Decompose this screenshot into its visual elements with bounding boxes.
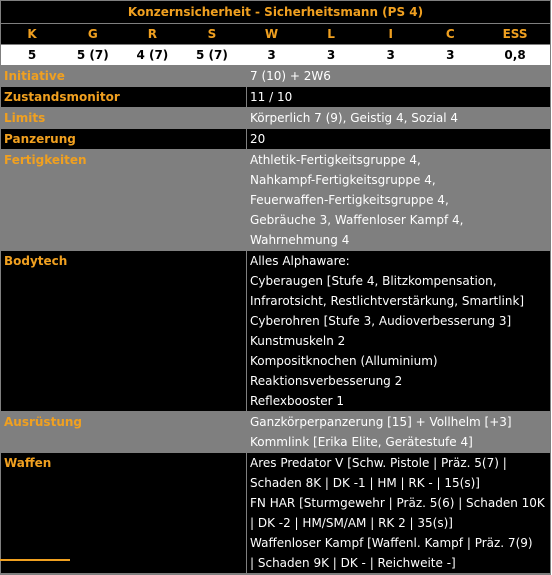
stat-row-value: [246, 150, 550, 250]
stat-row-label: Fertigkeiten: [4, 153, 87, 167]
stat-row: [1, 66, 550, 87]
stat-row-value-line: Ganzkörperpanzerung [15] + Vollhelm [+3]: [250, 415, 512, 429]
attr-value-c: 3: [446, 48, 455, 62]
stat-row-value-line: Infrarotsicht, Restlichtverstärkung, Smartlink]: [250, 294, 525, 308]
stat-row-value-line: 11 / 10: [250, 90, 293, 104]
stat-rows: [1, 66, 550, 574]
attr-header-l: L: [327, 27, 335, 41]
stat-row-value-line: Feuerwaffen-Fertigkeitsgruppe 4,: [250, 193, 449, 207]
attribute-header-row: [1, 24, 550, 45]
stat-row-label: Waffen: [4, 456, 52, 470]
attr-header-w: W: [264, 27, 279, 41]
stat-row-value-line: Reaktionsverbesserung 2: [250, 374, 403, 388]
attr-header-g: G: [87, 27, 98, 41]
stat-row-value-line: Cyberohren [Stufe 3, Audioverbesserung 3]: [250, 314, 512, 328]
stat-row-value-line: Schaden 8K | DK -1 | HM | RK - | 15(s)]: [250, 476, 480, 490]
attr-value-l: 3: [326, 48, 336, 62]
attr-value-i: 3: [386, 48, 395, 62]
stat-row-value-line: 7 (10) + 2W6: [250, 69, 331, 83]
attr-header-i: I: [388, 27, 393, 41]
stat-row-value-line: Gebräuche 3, Waffenloser Kampf 4,: [250, 213, 464, 227]
attr-header-s: S: [207, 27, 217, 41]
stat-row-value: [246, 108, 550, 128]
stat-row-value-line: Kommlink [Erika Elite, Gerätestufe 4]: [250, 435, 473, 449]
stat-row-label: Limits: [4, 111, 46, 125]
stat-row-value-line: | Schaden 9K | DK - | Reichweite -]: [250, 556, 456, 570]
stat-row-label: Zustandsmonitor: [4, 90, 120, 104]
stat-row-value-line: Wahrnehmung 4: [250, 233, 350, 247]
attr-value-w: 3: [267, 48, 276, 62]
stat-row: [1, 453, 550, 574]
stat-row-value: [246, 129, 550, 149]
stat-row-value-line: Alles Alphaware:: [250, 254, 350, 268]
stat-row-value: [246, 87, 550, 107]
stat-block-title: Konzernsicherheit - Sicherheitsmann (PS 4): [1, 1, 550, 24]
stat-row-value-line: Nahkampf-Fertigkeitsgruppe 4,: [250, 173, 436, 187]
stat-row-value-line: Reflexbooster 1: [250, 394, 345, 408]
attr-header-k: K: [27, 27, 37, 41]
attr-value-s: 5 (7): [196, 48, 228, 62]
stat-row-label: Ausrüstung: [4, 415, 82, 429]
stat-row-value-line: 20: [250, 132, 266, 146]
attr-value-g: 5 (7): [76, 48, 109, 62]
attr-value-r: 4 (7): [136, 48, 169, 62]
stat-row-value-line: FN HAR [Sturmgewehr | Präz. 5(6) | Schaden 10K: [250, 496, 545, 510]
stat-row-value-line: Körperlich 7 (9), Geistig 4, Sozial 4: [250, 111, 458, 125]
stat-row: [1, 108, 550, 129]
stat-row-label: Initiative: [4, 69, 65, 83]
attribute-value-row: [1, 45, 550, 66]
bottom-accent-line: [0, 559, 70, 561]
attr-header-c: C: [445, 27, 455, 41]
stat-row: [1, 129, 550, 150]
stat-row-value: [246, 251, 550, 411]
stat-row-value: [246, 66, 550, 86]
stat-row-value-line: Kunstmuskeln 2: [250, 334, 346, 348]
stat-row-value-line: Waffenloser Kampf [Waffenl. Kampf | Präz. 7(9): [250, 536, 533, 550]
attr-value-ess: 0,8: [504, 48, 526, 62]
stat-row-value-line: Athletik-Fertigkeitsgruppe 4,: [250, 153, 421, 167]
stat-row-value-line: Ares Predator V [Schw. Pistole | Präz. 5(7) |: [250, 456, 507, 470]
attr-value-k: 5: [27, 48, 37, 62]
stat-row: [1, 150, 550, 251]
stat-row-value-line: Kompositknochen (Alluminium): [250, 354, 438, 368]
stat-row-value-line: | DK -2 | HM/SM/AM | RK 2 | 35(s)]: [250, 516, 453, 530]
stat-row: [1, 412, 550, 453]
stat-row: [1, 87, 550, 108]
attr-header-r: R: [147, 27, 157, 41]
stat-row: [1, 251, 550, 412]
stat-row-value: [246, 412, 550, 452]
stat-row-label: Panzerung: [4, 132, 76, 146]
stat-row-value-line: Cyberaugen [Stufe 4, Blitzkompensation,: [250, 274, 497, 288]
stat-row-label: Bodytech: [4, 254, 68, 268]
attr-header-ess: ESS: [502, 27, 528, 41]
stat-row-value: [246, 453, 550, 573]
